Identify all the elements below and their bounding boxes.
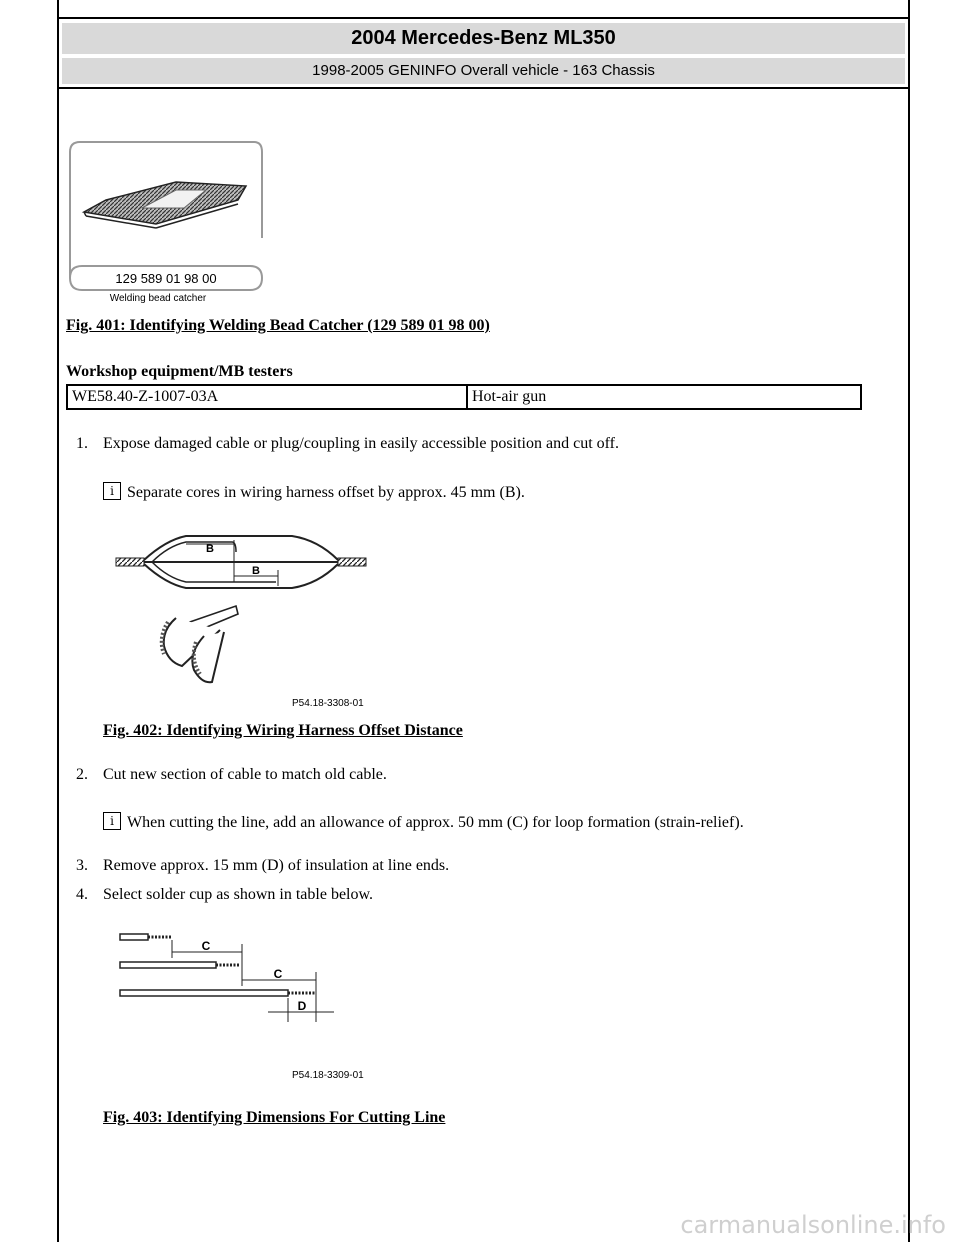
equipment-code-cell: WE58.40-Z-1007-03A: [67, 385, 467, 409]
watermark: carmanualsonline.info: [680, 1211, 946, 1239]
step-number: 1.: [76, 435, 88, 452]
figure-code-label: 129 589 01 98 00: [115, 271, 217, 286]
step-text: Cut new section of cable to match old cable.: [103, 766, 387, 783]
figure-code-label: P54.18-3309-01: [292, 1070, 364, 1081]
wiring-harness-illustration: [112, 522, 372, 710]
figure-image-label: Welding bead catcher: [109, 293, 207, 304]
info-icon: i: [103, 482, 121, 500]
step-number: 3.: [76, 857, 88, 874]
equipment-heading: Workshop equipment/MB testers: [66, 363, 293, 380]
dimension-label: D: [297, 999, 307, 1013]
note-text: When cutting the line, add an allowance of approx. 50 mm (C) for loop formation (strain-relief).: [127, 814, 744, 831]
document-subtitle: 1998-2005 GENINFO Overall vehicle - 163 Chassis: [62, 58, 905, 84]
dimension-label: B: [206, 543, 214, 555]
note: [103, 482, 525, 502]
step-text: Expose damaged cable or plug/coupling in easily accessible position and cut off.: [103, 435, 620, 452]
page-header: [57, 17, 910, 89]
step-text: Select solder cup as shown in table below.: [103, 886, 374, 903]
welding-bead-catcher-illustration: [66, 138, 266, 306]
figure-welding-bead-catcher: [66, 138, 266, 311]
dimension-label: C: [273, 967, 283, 981]
figure-wiring-harness-offset: [112, 522, 372, 715]
table-row: [67, 385, 861, 409]
dimension-label: C: [201, 939, 211, 953]
info-icon: i: [103, 812, 121, 830]
figure-code-label: P54.18-3308-01: [292, 698, 364, 709]
step-number: 4.: [76, 886, 88, 903]
step-text: Remove approx. 15 mm (D) of insulation at line ends.: [103, 857, 450, 874]
dimension-label: B: [252, 565, 260, 577]
figure-402-caption: Fig. 402: Identifying Wiring Harness Offset Distance: [103, 722, 463, 739]
equipment-table: [66, 384, 862, 410]
figure-401-caption: Fig. 401: Identifying Welding Bead Catcher (129 589 01 98 00): [66, 317, 490, 334]
cutting-line-illustration: [112, 926, 372, 1086]
step-number: 2.: [76, 766, 88, 783]
note: [103, 812, 744, 832]
equipment-name-cell: Hot-air gun: [467, 385, 861, 409]
note-text: Separate cores in wiring harness offset by approx. 45 mm (B).: [127, 484, 525, 501]
document-title: 2004 Mercedes-Benz ML350: [62, 23, 905, 54]
figure-cutting-line-dimensions: [112, 926, 372, 1091]
figure-403-caption: Fig. 403: Identifying Dimensions For Cutting Line: [103, 1109, 446, 1126]
